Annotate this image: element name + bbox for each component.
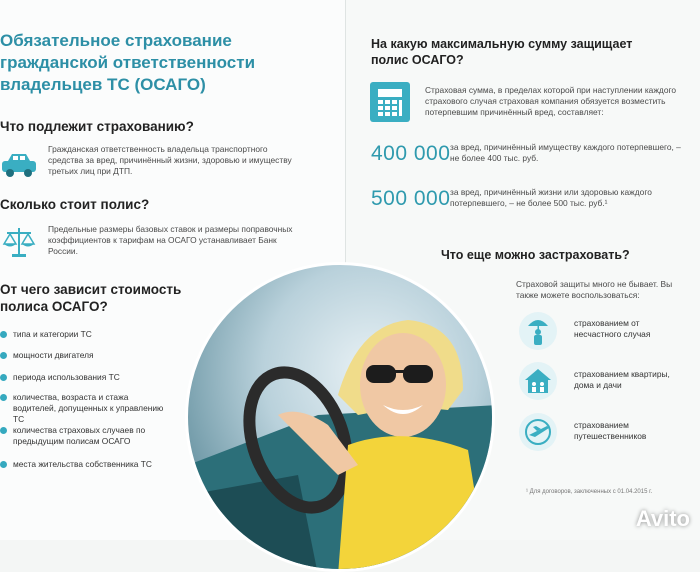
plane-globe-icon — [519, 413, 557, 451]
list-item: типа и категории ТС — [0, 329, 180, 340]
section-heading-factors: От чего зависит стоимость полиса ОСАГО? — [0, 282, 182, 314]
bullet-icon — [0, 374, 7, 381]
bullet-icon — [0, 394, 7, 401]
umbrella-person-icon — [519, 312, 557, 350]
list-item: места жительства собственника ТС — [0, 459, 180, 470]
scales-icon — [0, 222, 38, 262]
bullet-icon — [0, 331, 7, 338]
section-heading-coverage: Что подлежит страхованию? — [0, 119, 194, 134]
list-item: периода использования ТС — [0, 372, 180, 383]
house-family-icon — [519, 362, 557, 400]
section-heading-price: Сколько стоит полис? — [0, 197, 150, 212]
amount-property-text: за вред, причинённый имуществу каждого потерпевшего, – не более 400 тыс. руб. — [450, 142, 681, 163]
list-item: количества страховых случаев по предыдущим полисам ОСАГО — [0, 425, 170, 447]
section-heading-max-sum: На какую максимальную сумму защищает полис ОСАГО? — [371, 37, 633, 67]
extra-text: Страховой защиты много не бывает. Вы также можете воспользоваться: — [516, 279, 673, 300]
list-item: мощности двигателя — [0, 350, 180, 361]
page-title: Обязательное страхование гражданской ответственности владельцев ТС (ОСАГО) — [0, 31, 256, 94]
list-item: количества, возраста и стажа водителей, допущенных к управлению ТС — [0, 392, 170, 425]
avito-watermark: Avito — [635, 506, 690, 531]
car-icon — [0, 145, 38, 183]
bullet-icon — [0, 352, 7, 359]
amount-health-text: за вред, причинённый жизни или здоровью каждого потерпевшего, – не более 500 тыс. руб.¹ — [450, 187, 652, 208]
service-travel: страхованием путешественников — [574, 420, 647, 441]
amount-property: 400 000 — [371, 142, 451, 165]
price-text: Предельные размеры базовых ставок и размеры поправочных коэффициентов к тарифам на ОСАГО устанавливает Банк России. — [48, 224, 293, 256]
service-accident: страхованием от несчастного случая — [574, 318, 651, 339]
max-sum-text: Страховая сумма, в пределах которой при наступлении каждого страхового случая страховая компания обязуется возместить потерпевшим причинённый вред, составляет: — [425, 85, 677, 117]
section-heading-extra: Что еще можно застраховать? — [441, 248, 630, 262]
bullet-icon — [0, 461, 7, 468]
bullet-icon — [0, 427, 7, 434]
service-property: страхованием квартиры, дома и дачи — [574, 369, 670, 390]
footnote: ¹ Для договоров, заключенных с 01.04.2015 г. — [526, 489, 653, 495]
amount-health: 500 000 — [371, 187, 451, 210]
driver-photo — [185, 262, 495, 572]
coverage-text: Гражданская ответственность владельца транспортного средства за вред, причинённый жизни, здоровью и имуществу третьих лиц при ДТП. — [48, 144, 292, 176]
calculator-icon — [370, 82, 410, 122]
